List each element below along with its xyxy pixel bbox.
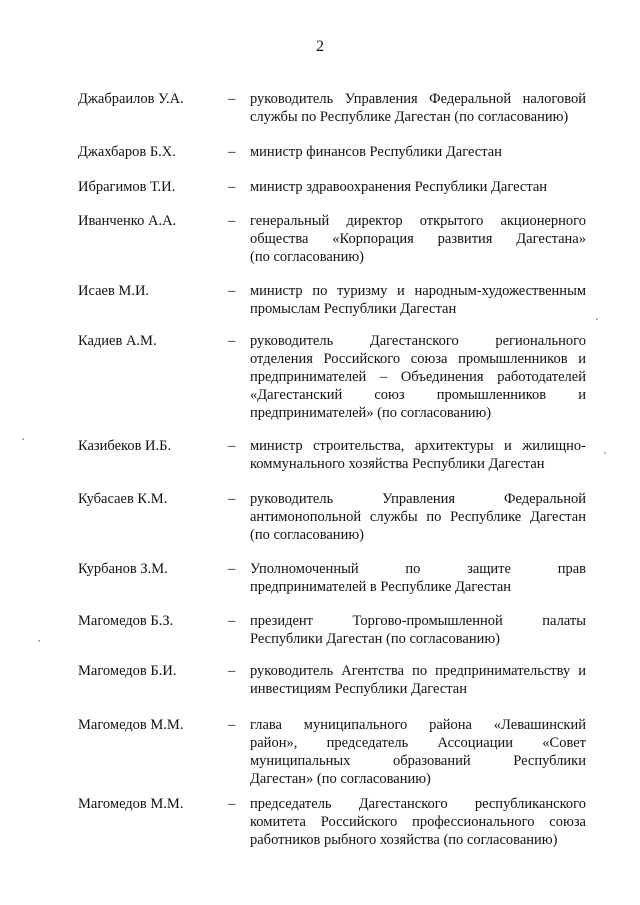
member-position bbox=[250, 178, 586, 196]
dash-separator: – bbox=[228, 613, 236, 629]
member-position bbox=[250, 662, 586, 698]
position-line: председатель Дагестанского республиканского bbox=[250, 796, 586, 812]
member-position bbox=[250, 212, 586, 266]
member-name: Магомедов Б.З. bbox=[78, 613, 174, 629]
dash-separator: – bbox=[228, 144, 236, 160]
position-line: антимонопольной службы по Республике Дагестан bbox=[250, 509, 586, 525]
position-line: район», председатель Ассоциации «Совет bbox=[250, 735, 586, 751]
dash-separator: – bbox=[228, 717, 236, 733]
position-line: инвестициям Республики Дагестан bbox=[250, 681, 467, 697]
scan-speck bbox=[596, 318, 598, 320]
position-line: муниципальных образований Республики bbox=[250, 753, 586, 769]
position-line: предпринимателей – Объединения работодателей bbox=[250, 369, 586, 385]
position-line: руководитель Дагестанского регионального bbox=[250, 333, 586, 349]
member-position bbox=[250, 332, 586, 422]
member-name: Джабраилов У.А. bbox=[78, 91, 184, 107]
position-line: общества «Корпорация развития Дагестана» bbox=[250, 231, 586, 247]
position-line: предпринимателей в Республике Дагестан bbox=[250, 579, 512, 595]
dash-separator: – bbox=[228, 333, 236, 349]
position-line: генеральный директор открытого акционерного bbox=[250, 213, 586, 229]
dash-separator: – bbox=[228, 491, 236, 507]
member-name: Кадиев А.М. bbox=[78, 333, 157, 349]
member-name: Исаев М.И. bbox=[78, 283, 150, 299]
member-name: Иванченко А.А. bbox=[78, 213, 177, 229]
page-number: 2 bbox=[316, 38, 324, 55]
position-line: Уполномоченный по защите прав bbox=[250, 561, 586, 577]
position-line: министр финансов Республики Дагестан bbox=[250, 144, 502, 160]
position-line: министр по туризму и народным-художественным bbox=[250, 283, 586, 299]
scan-speck bbox=[22, 438, 24, 440]
dash-separator: – bbox=[228, 438, 236, 454]
member-position bbox=[250, 560, 586, 596]
position-line: промыслам Республики Дагестан bbox=[250, 301, 457, 317]
position-line: глава муниципального района «Левашинский bbox=[250, 717, 586, 733]
scan-speck bbox=[604, 452, 606, 454]
member-name: Магомедов М.М. bbox=[78, 796, 184, 812]
position-line: коммунального хозяйства Республики Дагестан bbox=[250, 456, 545, 472]
position-line: Республики Дагестан (по согласованию) bbox=[250, 631, 501, 647]
position-line: министр здравоохранения Республики Дагестан bbox=[250, 179, 548, 195]
member-position bbox=[250, 282, 586, 318]
member-position bbox=[250, 716, 586, 788]
member-position bbox=[250, 612, 586, 648]
dash-separator: – bbox=[228, 213, 236, 229]
member-name: Ибрагимов Т.И. bbox=[78, 179, 176, 195]
position-line: предпринимателей» (по согласованию) bbox=[250, 405, 492, 421]
member-position bbox=[250, 143, 586, 161]
member-name: Магомедов Б.И. bbox=[78, 663, 177, 679]
scan-speck bbox=[38, 640, 40, 642]
member-position bbox=[250, 795, 586, 849]
dash-separator: – bbox=[228, 561, 236, 577]
member-name: Кубасаев К.М. bbox=[78, 491, 168, 507]
position-line: отделения Российского союза промышленников и bbox=[250, 351, 586, 367]
position-line: президент Торгово-промышленной палаты bbox=[250, 613, 586, 629]
position-line: (по согласованию) bbox=[250, 527, 364, 543]
position-line: руководитель Агентства по предпринимательству и bbox=[250, 663, 586, 679]
position-line: «Дагестанский союз промышленников и bbox=[250, 387, 586, 403]
position-line: работников рыбного хозяйства (по согласованию) bbox=[250, 832, 558, 848]
member-name: Казибеков И.Б. bbox=[78, 438, 172, 454]
member-name: Курбанов З.М. bbox=[78, 561, 168, 577]
position-line: (по согласованию) bbox=[250, 249, 364, 265]
dash-separator: – bbox=[228, 663, 236, 679]
position-line: руководитель Управления Федеральной налоговой bbox=[250, 91, 586, 107]
position-line: Дагестан» (по согласованию) bbox=[250, 771, 431, 787]
dash-separator: – bbox=[228, 283, 236, 299]
dash-separator: – bbox=[228, 91, 236, 107]
member-name: Джахбаров Б.Х. bbox=[78, 144, 176, 160]
member-position bbox=[250, 437, 586, 473]
member-name: Магомедов М.М. bbox=[78, 717, 184, 733]
position-line: министр строительства, архитектуры и жилищно- bbox=[250, 438, 586, 454]
position-line: комитета Российского профессионального союза bbox=[250, 814, 586, 830]
dash-separator: – bbox=[228, 179, 236, 195]
position-line: службы по Республике Дагестан (по согласованию) bbox=[250, 109, 569, 125]
dash-separator: – bbox=[228, 796, 236, 812]
position-line: руководитель Управления Федеральной bbox=[250, 491, 586, 507]
member-position bbox=[250, 90, 586, 126]
member-position bbox=[250, 490, 586, 544]
